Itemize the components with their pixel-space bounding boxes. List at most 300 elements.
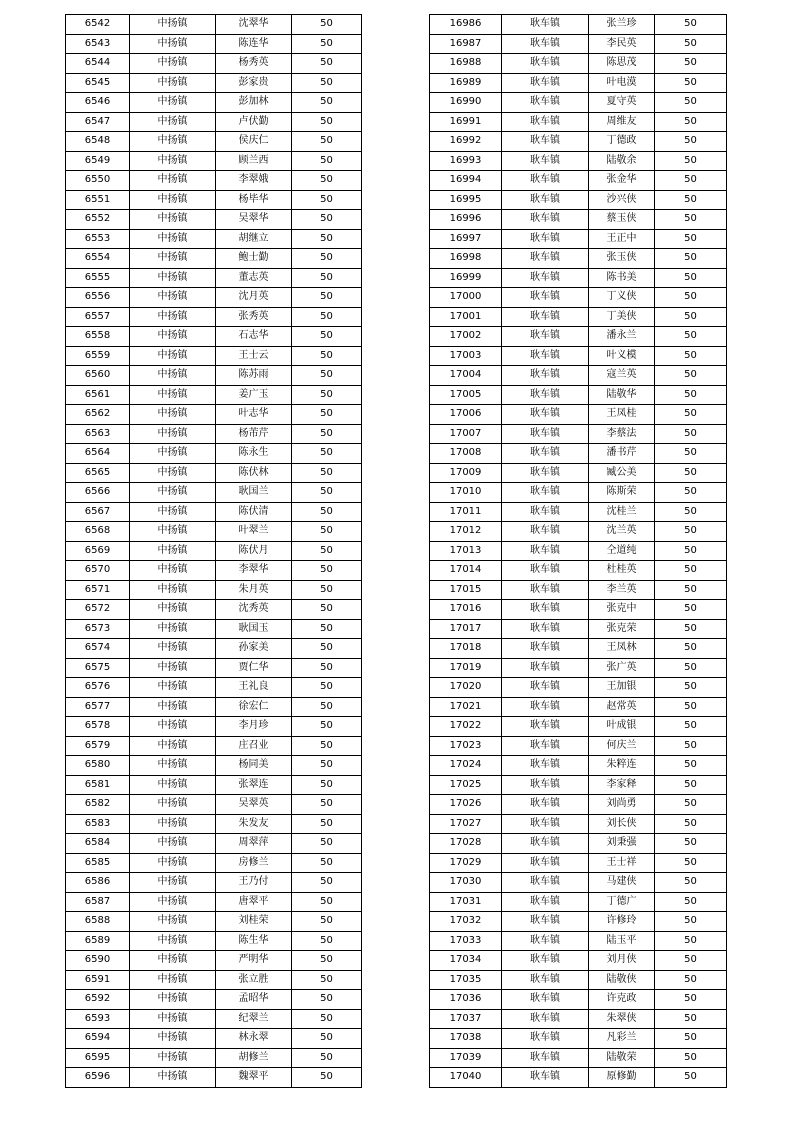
town-cell: 中扬镇 <box>130 307 216 327</box>
record-number-cell: 6572 <box>66 600 130 620</box>
amount-cell: 50 <box>292 795 362 815</box>
table-row <box>66 444 362 464</box>
name-cell: 杨毕华 <box>216 190 292 210</box>
table-row <box>430 931 727 951</box>
amount-cell: 50 <box>655 1009 727 1029</box>
name-cell: 贾仁华 <box>216 658 292 678</box>
table-row <box>66 405 362 425</box>
table-row <box>66 34 362 54</box>
amount-cell: 50 <box>292 873 362 893</box>
record-number-cell: 17025 <box>430 775 502 795</box>
record-number-cell: 6565 <box>66 463 130 483</box>
name-cell: 鲍士勤 <box>216 249 292 269</box>
town-cell: 中扬镇 <box>130 717 216 737</box>
amount-cell: 50 <box>292 639 362 659</box>
record-number-cell: 16988 <box>430 54 502 74</box>
table-row <box>430 970 727 990</box>
name-cell: 陆敬侠 <box>589 970 655 990</box>
table-row <box>430 639 727 659</box>
amount-cell: 50 <box>655 541 727 561</box>
record-number-cell: 6576 <box>66 678 130 698</box>
amount-cell: 50 <box>292 1068 362 1088</box>
town-cell: 中扬镇 <box>130 502 216 522</box>
town-cell: 中扬镇 <box>130 970 216 990</box>
record-number-cell: 17022 <box>430 717 502 737</box>
town-cell: 耿车镇 <box>502 151 589 171</box>
name-cell: 蔡玉侠 <box>589 210 655 230</box>
town-cell: 耿车镇 <box>502 619 589 639</box>
table-row <box>66 561 362 581</box>
name-cell: 王礼良 <box>216 678 292 698</box>
name-cell: 张克荣 <box>589 619 655 639</box>
town-cell: 耿车镇 <box>502 34 589 54</box>
amount-cell: 50 <box>292 151 362 171</box>
amount-cell: 50 <box>292 853 362 873</box>
name-cell: 陈苏雨 <box>216 366 292 386</box>
record-number-cell: 16993 <box>430 151 502 171</box>
name-cell: 刘尚勇 <box>589 795 655 815</box>
name-cell: 孟昭华 <box>216 990 292 1010</box>
table-row <box>430 756 727 776</box>
record-number-cell: 6568 <box>66 522 130 542</box>
name-cell: 张兰珍 <box>589 15 655 35</box>
record-number-cell: 6587 <box>66 892 130 912</box>
amount-cell: 50 <box>655 288 727 308</box>
amount-cell: 50 <box>655 775 727 795</box>
record-number-cell: 6561 <box>66 385 130 405</box>
town-cell: 耿车镇 <box>502 1009 589 1029</box>
name-cell: 陈连华 <box>216 34 292 54</box>
record-number-cell: 16989 <box>430 73 502 93</box>
amount-cell: 50 <box>655 931 727 951</box>
record-number-cell: 17020 <box>430 678 502 698</box>
record-number-cell: 6573 <box>66 619 130 639</box>
record-number-cell: 6559 <box>66 346 130 366</box>
record-number-cell: 6551 <box>66 190 130 210</box>
amount-cell: 50 <box>655 853 727 873</box>
record-number-cell: 6557 <box>66 307 130 327</box>
table-row <box>66 541 362 561</box>
town-cell: 中扬镇 <box>130 483 216 503</box>
name-cell: 朱月英 <box>216 580 292 600</box>
table-row <box>430 541 727 561</box>
name-cell: 周翠萍 <box>216 834 292 854</box>
town-cell: 耿车镇 <box>502 678 589 698</box>
amount-cell: 50 <box>655 580 727 600</box>
name-cell: 李民英 <box>589 34 655 54</box>
town-cell: 中扬镇 <box>130 795 216 815</box>
amount-cell: 50 <box>292 210 362 230</box>
record-number-cell: 6569 <box>66 541 130 561</box>
town-cell: 耿车镇 <box>502 190 589 210</box>
amount-cell: 50 <box>292 970 362 990</box>
record-number-cell: 6550 <box>66 171 130 191</box>
amount-cell: 50 <box>655 1029 727 1049</box>
record-number-cell: 6554 <box>66 249 130 269</box>
amount-cell: 50 <box>655 951 727 971</box>
record-number-cell: 17007 <box>430 424 502 444</box>
town-cell: 中扬镇 <box>130 93 216 113</box>
amount-cell: 50 <box>292 463 362 483</box>
record-number-cell: 17024 <box>430 756 502 776</box>
record-number-cell: 6581 <box>66 775 130 795</box>
town-cell: 中扬镇 <box>130 951 216 971</box>
amount-cell: 50 <box>292 678 362 698</box>
town-cell: 耿车镇 <box>502 814 589 834</box>
name-cell: 徐宏仁 <box>216 697 292 717</box>
town-cell: 中扬镇 <box>130 834 216 854</box>
amount-cell: 50 <box>292 580 362 600</box>
town-cell: 耿车镇 <box>502 951 589 971</box>
amount-cell: 50 <box>655 873 727 893</box>
table-row <box>430 34 727 54</box>
record-number-cell: 6544 <box>66 54 130 74</box>
record-number-cell: 6575 <box>66 658 130 678</box>
amount-cell: 50 <box>292 600 362 620</box>
name-cell: 陈伏月 <box>216 541 292 561</box>
town-cell: 耿车镇 <box>502 834 589 854</box>
name-cell: 李兰英 <box>589 580 655 600</box>
name-cell: 张翠连 <box>216 775 292 795</box>
record-number-cell: 17027 <box>430 814 502 834</box>
amount-cell: 50 <box>292 405 362 425</box>
town-cell: 中扬镇 <box>130 1009 216 1029</box>
amount-cell: 50 <box>655 600 727 620</box>
name-cell: 卢伏勤 <box>216 112 292 132</box>
amount-cell: 50 <box>292 736 362 756</box>
table-row <box>430 405 727 425</box>
record-number-cell: 6549 <box>66 151 130 171</box>
town-cell: 耿车镇 <box>502 873 589 893</box>
table-row <box>66 580 362 600</box>
table-row <box>430 892 727 912</box>
name-cell: 原修勤 <box>589 1068 655 1088</box>
name-cell: 赵常英 <box>589 697 655 717</box>
town-cell: 中扬镇 <box>130 580 216 600</box>
record-number-cell: 6591 <box>66 970 130 990</box>
amount-cell: 50 <box>655 463 727 483</box>
table-row <box>430 210 727 230</box>
amount-cell: 50 <box>655 892 727 912</box>
name-cell: 胡修兰 <box>216 1048 292 1068</box>
amount-cell: 50 <box>655 34 727 54</box>
amount-cell: 50 <box>292 229 362 249</box>
amount-cell: 50 <box>292 931 362 951</box>
table-row <box>66 1029 362 1049</box>
name-cell: 马建侠 <box>589 873 655 893</box>
amount-cell: 50 <box>292 171 362 191</box>
table-row <box>66 951 362 971</box>
amount-cell: 50 <box>292 892 362 912</box>
amount-cell: 50 <box>655 54 727 74</box>
table-row <box>66 600 362 620</box>
town-cell: 中扬镇 <box>130 190 216 210</box>
table-row <box>430 288 727 308</box>
name-cell: 叶成银 <box>589 717 655 737</box>
table-row <box>66 229 362 249</box>
record-number-cell: 6584 <box>66 834 130 854</box>
record-number-cell: 17040 <box>430 1068 502 1088</box>
name-cell: 陈伏清 <box>216 502 292 522</box>
table-row <box>66 795 362 815</box>
record-number-cell: 17034 <box>430 951 502 971</box>
town-cell: 中扬镇 <box>130 873 216 893</box>
town-cell: 耿车镇 <box>502 132 589 152</box>
record-number-cell: 6589 <box>66 931 130 951</box>
amount-cell: 50 <box>292 483 362 503</box>
town-cell: 中扬镇 <box>130 346 216 366</box>
town-cell: 耿车镇 <box>502 210 589 230</box>
name-cell: 纪翠兰 <box>216 1009 292 1029</box>
record-number-cell: 17032 <box>430 912 502 932</box>
amount-cell: 50 <box>655 639 727 659</box>
table-row <box>430 834 727 854</box>
record-number-cell: 6590 <box>66 951 130 971</box>
record-number-cell: 6582 <box>66 795 130 815</box>
amount-cell: 50 <box>655 756 727 776</box>
name-cell: 陈思茂 <box>589 54 655 74</box>
name-cell: 李蔡法 <box>589 424 655 444</box>
amount-cell: 50 <box>292 775 362 795</box>
table-row <box>66 775 362 795</box>
table-row <box>430 444 727 464</box>
record-number-cell: 16994 <box>430 171 502 191</box>
town-cell: 中扬镇 <box>130 814 216 834</box>
amount-cell: 50 <box>292 93 362 113</box>
town-cell: 中扬镇 <box>130 34 216 54</box>
table-row <box>66 990 362 1010</box>
record-number-cell: 17031 <box>430 892 502 912</box>
table-body <box>430 15 727 1088</box>
record-number-cell: 17030 <box>430 873 502 893</box>
record-number-cell: 17029 <box>430 853 502 873</box>
record-number-cell: 6578 <box>66 717 130 737</box>
name-cell: 李翠华 <box>216 561 292 581</box>
table-row <box>66 678 362 698</box>
table-row <box>66 658 362 678</box>
amount-cell: 50 <box>655 1048 727 1068</box>
record-number-cell: 17002 <box>430 327 502 347</box>
amount-cell: 50 <box>655 307 727 327</box>
table-row <box>66 54 362 74</box>
record-number-cell: 17009 <box>430 463 502 483</box>
name-cell: 彭加林 <box>216 93 292 113</box>
record-number-cell: 17016 <box>430 600 502 620</box>
amount-cell: 50 <box>655 249 727 269</box>
amount-cell: 50 <box>655 346 727 366</box>
table-row <box>66 522 362 542</box>
record-number-cell: 6574 <box>66 639 130 659</box>
record-number-cell: 6563 <box>66 424 130 444</box>
record-number-cell: 17026 <box>430 795 502 815</box>
amount-cell: 50 <box>655 561 727 581</box>
name-cell: 刘长侠 <box>589 814 655 834</box>
amount-cell: 50 <box>292 1048 362 1068</box>
name-cell: 夏守英 <box>589 93 655 113</box>
town-cell: 耿车镇 <box>502 639 589 659</box>
amount-cell: 50 <box>292 697 362 717</box>
name-cell: 王加银 <box>589 678 655 698</box>
town-cell: 中扬镇 <box>130 639 216 659</box>
amount-cell: 50 <box>655 795 727 815</box>
town-cell: 耿车镇 <box>502 892 589 912</box>
record-number-cell: 17028 <box>430 834 502 854</box>
table-row <box>66 639 362 659</box>
table-row <box>66 892 362 912</box>
amount-cell: 50 <box>292 561 362 581</box>
amount-cell: 50 <box>292 249 362 269</box>
town-cell: 中扬镇 <box>130 229 216 249</box>
name-cell: 陈永生 <box>216 444 292 464</box>
town-cell: 耿车镇 <box>502 307 589 327</box>
record-number-cell: 6560 <box>66 366 130 386</box>
record-number-cell: 17036 <box>430 990 502 1010</box>
town-cell: 中扬镇 <box>130 658 216 678</box>
record-number-cell: 16996 <box>430 210 502 230</box>
amount-cell: 50 <box>655 327 727 347</box>
table-row <box>66 385 362 405</box>
table-row <box>430 73 727 93</box>
record-number-cell: 6571 <box>66 580 130 600</box>
amount-cell: 50 <box>292 502 362 522</box>
table-row <box>430 54 727 74</box>
record-number-cell: 17012 <box>430 522 502 542</box>
town-cell: 中扬镇 <box>130 15 216 35</box>
table-row <box>430 990 727 1010</box>
town-cell: 中扬镇 <box>130 1029 216 1049</box>
record-number-cell: 6555 <box>66 268 130 288</box>
amount-cell: 50 <box>655 424 727 444</box>
table-row <box>430 366 727 386</box>
town-cell: 中扬镇 <box>130 132 216 152</box>
record-number-cell: 6593 <box>66 1009 130 1029</box>
amount-cell: 50 <box>655 970 727 990</box>
record-number-cell: 17011 <box>430 502 502 522</box>
name-cell: 臧公美 <box>589 463 655 483</box>
record-number-cell: 6567 <box>66 502 130 522</box>
town-cell: 耿车镇 <box>502 775 589 795</box>
name-cell: 陆敬华 <box>589 385 655 405</box>
record-number-cell: 16987 <box>430 34 502 54</box>
town-cell: 耿车镇 <box>502 990 589 1010</box>
town-cell: 耿车镇 <box>502 366 589 386</box>
table-row <box>66 756 362 776</box>
town-cell: 耿车镇 <box>502 756 589 776</box>
table-row <box>66 834 362 854</box>
amount-cell: 50 <box>655 229 727 249</box>
name-cell: 叶电漠 <box>589 73 655 93</box>
name-cell: 陆敬余 <box>589 151 655 171</box>
amount-cell: 50 <box>655 132 727 152</box>
town-cell: 耿车镇 <box>502 483 589 503</box>
table-row <box>430 327 727 347</box>
name-cell: 寇兰英 <box>589 366 655 386</box>
record-number-cell: 17015 <box>430 580 502 600</box>
table-row <box>66 1009 362 1029</box>
name-cell: 陈书美 <box>589 268 655 288</box>
table-row <box>66 736 362 756</box>
name-cell: 沈翠华 <box>216 15 292 35</box>
record-number-cell: 6556 <box>66 288 130 308</box>
amount-cell: 50 <box>655 405 727 425</box>
amount-cell: 50 <box>292 327 362 347</box>
name-cell: 凡彩兰 <box>589 1029 655 1049</box>
town-cell: 中扬镇 <box>130 288 216 308</box>
town-cell: 中扬镇 <box>130 327 216 347</box>
table-row <box>430 873 727 893</box>
name-cell: 陈伏林 <box>216 463 292 483</box>
amount-cell: 50 <box>292 444 362 464</box>
amount-cell: 50 <box>292 54 362 74</box>
town-cell: 耿车镇 <box>502 736 589 756</box>
amount-cell: 50 <box>655 483 727 503</box>
town-cell: 中扬镇 <box>130 73 216 93</box>
town-cell: 耿车镇 <box>502 288 589 308</box>
record-number-cell: 17005 <box>430 385 502 405</box>
amount-cell: 50 <box>655 151 727 171</box>
town-cell: 耿车镇 <box>502 229 589 249</box>
name-cell: 张广英 <box>589 658 655 678</box>
table-row <box>66 15 362 35</box>
table-row <box>66 1068 362 1088</box>
table-row <box>66 697 362 717</box>
amount-cell: 50 <box>655 834 727 854</box>
name-cell: 吴翠英 <box>216 795 292 815</box>
amount-cell: 50 <box>655 385 727 405</box>
record-number-cell: 6566 <box>66 483 130 503</box>
table-row <box>66 873 362 893</box>
amount-cell: 50 <box>655 190 727 210</box>
name-cell: 刘月侠 <box>589 951 655 971</box>
table-row <box>430 93 727 113</box>
record-number-cell: 6564 <box>66 444 130 464</box>
town-cell: 耿车镇 <box>502 463 589 483</box>
record-number-cell: 17017 <box>430 619 502 639</box>
town-cell: 耿车镇 <box>502 522 589 542</box>
record-number-cell: 17038 <box>430 1029 502 1049</box>
record-number-cell: 6545 <box>66 73 130 93</box>
amount-cell: 50 <box>292 990 362 1010</box>
amount-cell: 50 <box>292 288 362 308</box>
name-cell: 叶义模 <box>589 346 655 366</box>
record-number-cell: 6586 <box>66 873 130 893</box>
record-number-cell: 6580 <box>66 756 130 776</box>
town-cell: 中扬镇 <box>130 463 216 483</box>
town-cell: 中扬镇 <box>130 171 216 191</box>
amount-cell: 50 <box>292 1029 362 1049</box>
name-cell: 王士云 <box>216 346 292 366</box>
town-cell: 耿车镇 <box>502 600 589 620</box>
town-cell: 中扬镇 <box>130 405 216 425</box>
name-cell: 陆玉平 <box>589 931 655 951</box>
name-cell: 胡继立 <box>216 229 292 249</box>
town-cell: 耿车镇 <box>502 1029 589 1049</box>
table-row <box>66 1048 362 1068</box>
town-cell: 中扬镇 <box>130 366 216 386</box>
record-number-cell: 16999 <box>430 268 502 288</box>
name-cell: 李翠娥 <box>216 171 292 191</box>
name-cell: 王凤林 <box>589 639 655 659</box>
name-cell: 叶翠兰 <box>216 522 292 542</box>
table-row <box>430 385 727 405</box>
table-row <box>66 171 362 191</box>
name-cell: 林永翠 <box>216 1029 292 1049</box>
name-cell: 朱发友 <box>216 814 292 834</box>
name-cell: 唐翠平 <box>216 892 292 912</box>
record-number-cell: 17018 <box>430 639 502 659</box>
record-number-cell: 17021 <box>430 697 502 717</box>
amount-cell: 50 <box>292 1009 362 1029</box>
